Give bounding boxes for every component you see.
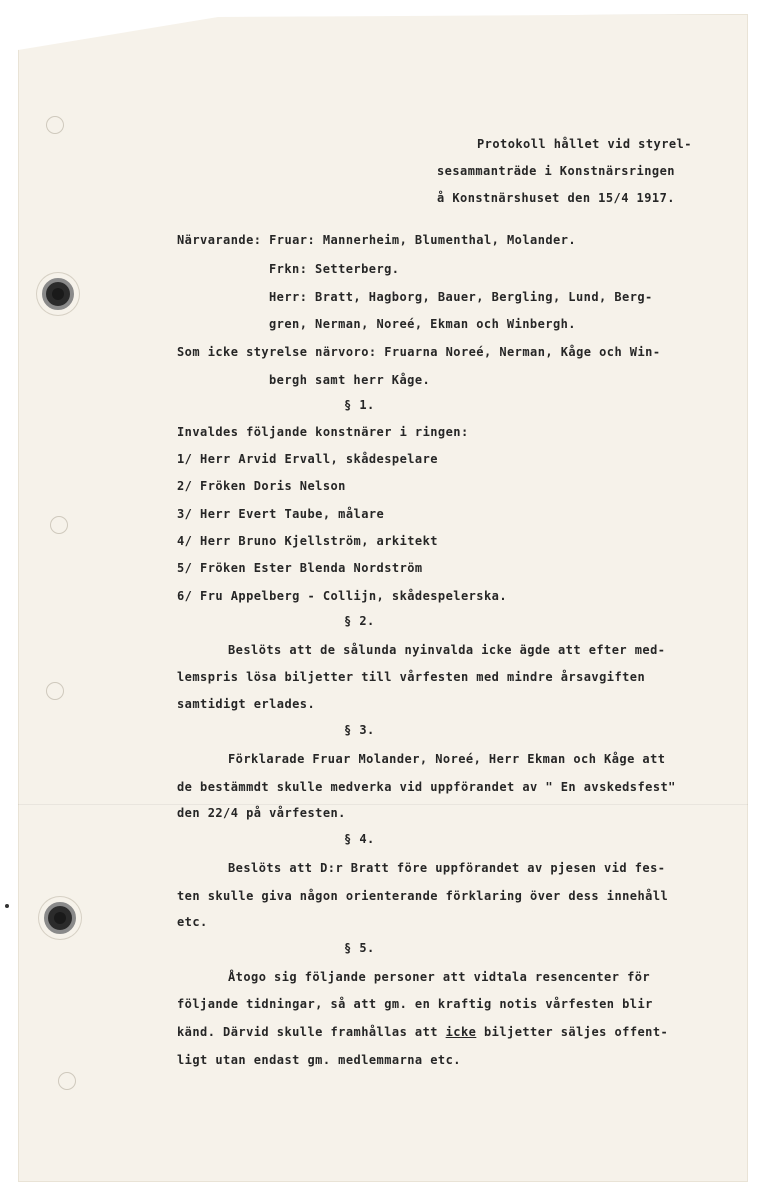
- section-4-heading: § 4.: [344, 832, 375, 846]
- section-2-line: lemspris lösa biljetter till vårfesten med mindre årsavgiften: [177, 670, 646, 684]
- section-2-heading: § 2.: [344, 614, 375, 628]
- eyelet-ring: [44, 902, 76, 934]
- section-4-line: ten skulle giva någon orienterande förklaring över dess innehåll: [177, 889, 669, 903]
- section-1-heading: § 1.: [344, 398, 375, 412]
- section-5-line: ligt utan endast gm. medlemmarna etc.: [177, 1053, 461, 1067]
- attendance-line-5: Som icke styrelse närvoro: Fruarna Noreé, Nerman, Kåge och Win-: [177, 345, 661, 359]
- section-5-line-3-end: biljetter säljes offent-: [476, 1025, 669, 1039]
- member-line: 6/ Fru Appelberg - Collijn, skådespelerska.: [177, 589, 508, 603]
- section-5-line: Åtogo sig följande personer att vidtala resencenter för: [228, 970, 651, 984]
- section-5-line: följande tidningar, så att gm. en kraftig notis vårfesten blir: [177, 997, 653, 1011]
- punch-hole: [58, 1072, 76, 1090]
- section-1-intro: Invaldes följande konstnärer i ringen:: [177, 425, 469, 439]
- section-3-heading: § 3.: [344, 723, 375, 737]
- header-line-3: å Konstnärshuset den 15/4 1917.: [437, 191, 675, 205]
- attendance-line-6: bergh samt herr Kåge.: [269, 373, 431, 387]
- header-line-2: sesammanträde i Konstnärsringen: [437, 164, 675, 178]
- member-line: 4/ Herr Bruno Kjellström, arkitekt: [177, 534, 438, 548]
- header-line-1: Protokoll hållet vid styrel-: [477, 137, 692, 151]
- member-line: 3/ Herr Evert Taube, målare: [177, 507, 385, 521]
- attendance-line-4: gren, Nerman, Noreé, Ekman och Winbergh.: [269, 317, 576, 331]
- punch-hole: [50, 516, 68, 534]
- section-3-line: Förklarade Fruar Molander, Noreé, Herr Ekman och Kåge att: [228, 752, 666, 766]
- underlined-word: icke: [445, 1025, 477, 1039]
- attendance-line-2: Frkn: Setterberg.: [269, 262, 400, 276]
- eyelet-ring: [42, 278, 74, 310]
- member-line: 5/ Fröken Ester Blenda Nordström: [177, 561, 423, 575]
- member-line: 2/ Fröken Doris Nelson: [177, 479, 346, 493]
- section-5-heading: § 5.: [344, 941, 375, 955]
- section-5-line-3: [177, 1024, 668, 1040]
- fold-crease: [18, 804, 748, 805]
- section-2-line: Beslöts att de sålunda nyinvalda icke ägde att efter med-: [228, 643, 666, 657]
- punch-hole: [46, 116, 64, 134]
- section-5-line-3-start: känd. Därvid skulle framhållas att: [177, 1025, 446, 1039]
- attendance-line-3: Herr: Bratt, Hagborg, Bauer, Bergling, Lund, Berg-: [269, 290, 653, 304]
- section-3-line: de bestämmdt skulle medverka vid uppförandet av " En avskedsfest": [177, 780, 676, 794]
- attendance-line-1: Närvarande: Fruar: Mannerheim, Blumenthal, Molander.: [177, 233, 577, 247]
- section-4-line: Beslöts att D:r Bratt före uppförandet av pjesen vid fes-: [228, 861, 666, 875]
- section-4-line: etc.: [177, 915, 208, 929]
- section-3-line: den 22/4 på vårfesten.: [177, 806, 346, 820]
- section-2-line: samtidigt erlades.: [177, 697, 316, 711]
- member-line: 1/ Herr Arvid Ervall, skådespelare: [177, 452, 438, 466]
- ink-spot: [5, 904, 9, 908]
- punch-hole: [46, 682, 64, 700]
